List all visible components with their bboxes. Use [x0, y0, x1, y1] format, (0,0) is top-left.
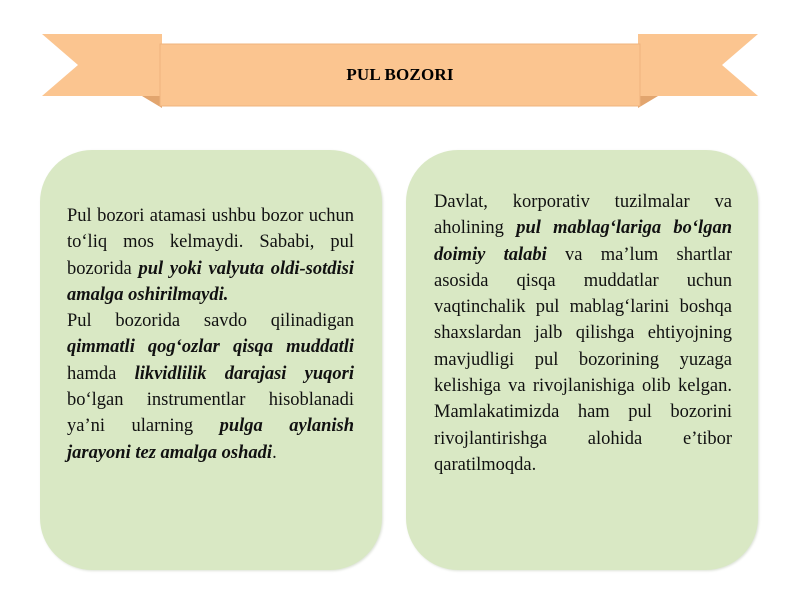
- left-p2-emphasis-2: likvidlilik darajasi yuqori: [134, 363, 355, 384]
- ribbon-left-fold: [142, 96, 162, 108]
- left-p2-text-2: hamda: [67, 363, 135, 384]
- left-p1-text: Pul bozori atamasi ushbu bozor uchun to‘liq mos kelmaydi. Sababi, pul bozorida: [67, 206, 354, 279]
- left-p1-emphasis: pul yoki valyuta oldi-sotdisi amalga oshirilmaydi.: [67, 258, 355, 305]
- right-paragraph: [434, 189, 732, 478]
- ribbon-right-tail: [638, 34, 758, 96]
- left-info-card: [40, 150, 382, 570]
- right-emphasis: pul mablag‘lariga bo‘lgan doimiy talabi: [434, 218, 732, 265]
- left-p2-text-1: Pul bozorida savdo qilinadigan: [67, 311, 354, 332]
- left-paragraph-1: [67, 203, 354, 308]
- page-title: PUL BOZORI: [346, 65, 454, 84]
- left-p2-emphasis-1: qimmatli qog‘ozlar qisqa muddatli: [67, 337, 354, 358]
- left-paragraph-2: [67, 308, 354, 466]
- right-text-1: Davlat, korporativ tuzilmalar va aholining: [434, 192, 732, 239]
- left-p2-text-4: .: [272, 442, 277, 463]
- ribbon-left-tail: [42, 34, 162, 96]
- right-info-card: [406, 150, 758, 570]
- left-p2-text-3: bo‘lgan instrumentlar hisoblanadi ya’ni ularning: [67, 390, 354, 437]
- left-p2-emphasis-3: pulga aylanish jarayoni tez amalga oshadi: [67, 416, 354, 463]
- ribbon-right-fold: [638, 96, 658, 108]
- right-text-2: va ma’lum shartlar asosida qisqa muddatlar uchun vaqtinchalik pul mablag‘larini boshqa shaxslardan jalb qilishga ehtiyojning mavjudligi pul bozorining yuzaga kelishiga va rivojlanishiga olib kelgan. Mamlakatimizda ham pul bozorini rivojlantirishga alohida e’tibor qaratilmoqda.: [434, 244, 732, 475]
